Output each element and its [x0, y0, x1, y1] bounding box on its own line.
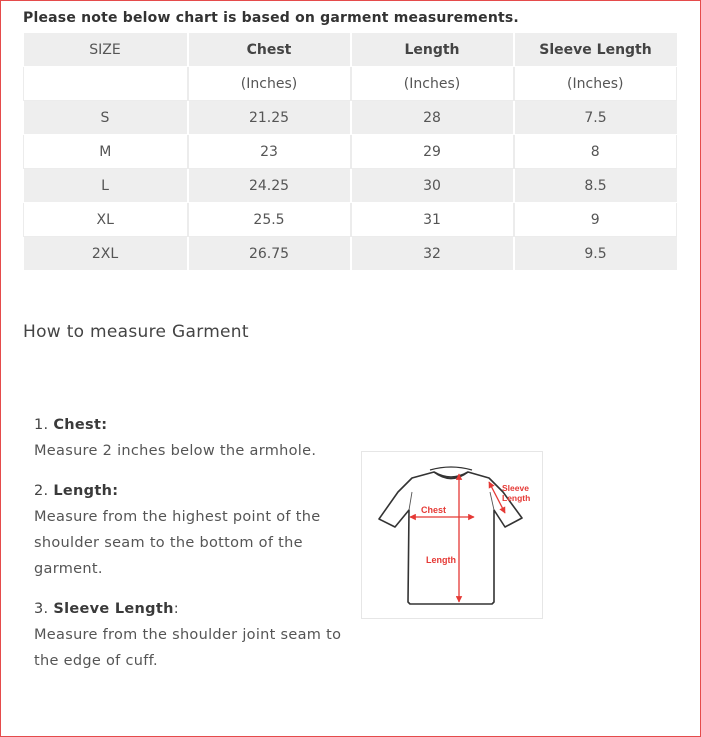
- sleeve-label-line1: Sleeve: [502, 483, 529, 493]
- table-row: [24, 237, 677, 271]
- cell-sleeve-length: 7.5: [514, 101, 677, 135]
- sleeve-label-line2: Length: [502, 493, 531, 503]
- step-label: Length:: [53, 483, 119, 499]
- table-row: [24, 101, 677, 135]
- unit-chest: (Inches): [188, 67, 351, 101]
- unit-sleeve-length: (Inches): [514, 67, 677, 101]
- cell-sleeve-length: 8: [514, 135, 677, 169]
- step-text: Measure from the shoulder joint seam to the edge of cuff.: [34, 627, 342, 669]
- step-text: Measure from the highest point of the shoulder seam to the bottom of the garment.: [34, 509, 321, 577]
- cell-length: 30: [351, 169, 514, 203]
- table-row: [24, 135, 677, 169]
- step-text: Measure 2 inches below the armhole.: [34, 443, 317, 459]
- cell-size: M: [24, 135, 188, 169]
- unit-length: (Inches): [351, 67, 514, 101]
- step-suffix: :: [173, 601, 179, 617]
- step-chest: [34, 412, 344, 464]
- cell-size: S: [24, 101, 188, 135]
- cell-size: 2XL: [24, 237, 188, 271]
- step-number: 1.: [34, 417, 49, 433]
- step-title: [34, 596, 344, 622]
- cell-size: XL: [24, 203, 188, 237]
- cell-chest: 24.25: [188, 169, 351, 203]
- unit-size: [24, 67, 188, 101]
- cell-chest: 25.5: [188, 203, 351, 237]
- step-length: [34, 478, 344, 582]
- table-header-row: [24, 33, 677, 67]
- step-title: [34, 412, 344, 438]
- header-size: SIZE: [24, 33, 188, 67]
- step-title: [34, 478, 344, 504]
- cell-size: L: [24, 169, 188, 203]
- cell-sleeve-length: 8.5: [514, 169, 677, 203]
- step-sleeve-length: [34, 596, 344, 674]
- cell-sleeve-length: 9.5: [514, 237, 677, 271]
- tshirt-collar-band: [430, 467, 472, 470]
- step-label: Chest:: [53, 417, 108, 433]
- chart-note: Please note below chart is based on garment measurements.: [23, 10, 519, 26]
- length-label: Length: [426, 555, 456, 565]
- step-number: 3.: [34, 601, 49, 617]
- table-units-row: [24, 67, 677, 101]
- cell-chest: 21.25: [188, 101, 351, 135]
- table-row: [24, 203, 677, 237]
- step-number: 2.: [34, 483, 49, 499]
- step-label: Sleeve Length: [53, 601, 174, 617]
- cell-chest: 26.75: [188, 237, 351, 271]
- measure-steps: [34, 412, 344, 688]
- header-sleeve-length: Sleeve Length: [514, 33, 677, 67]
- tshirt-illustration: [362, 452, 542, 618]
- tshirt-outline: [379, 472, 522, 604]
- cell-length: 29: [351, 135, 514, 169]
- header-length: Length: [351, 33, 514, 67]
- cell-chest: 23: [188, 135, 351, 169]
- cell-sleeve-length: 9: [514, 203, 677, 237]
- chest-label: Chest: [421, 505, 447, 515]
- tshirt-measure-diagram: [361, 451, 543, 619]
- cell-length: 31: [351, 203, 514, 237]
- table-row: [24, 169, 677, 203]
- size-chart-table: [23, 33, 677, 271]
- section-heading: How to measure Garment: [23, 322, 249, 342]
- header-chest: Chest: [188, 33, 351, 67]
- cell-length: 28: [351, 101, 514, 135]
- cell-length: 32: [351, 237, 514, 271]
